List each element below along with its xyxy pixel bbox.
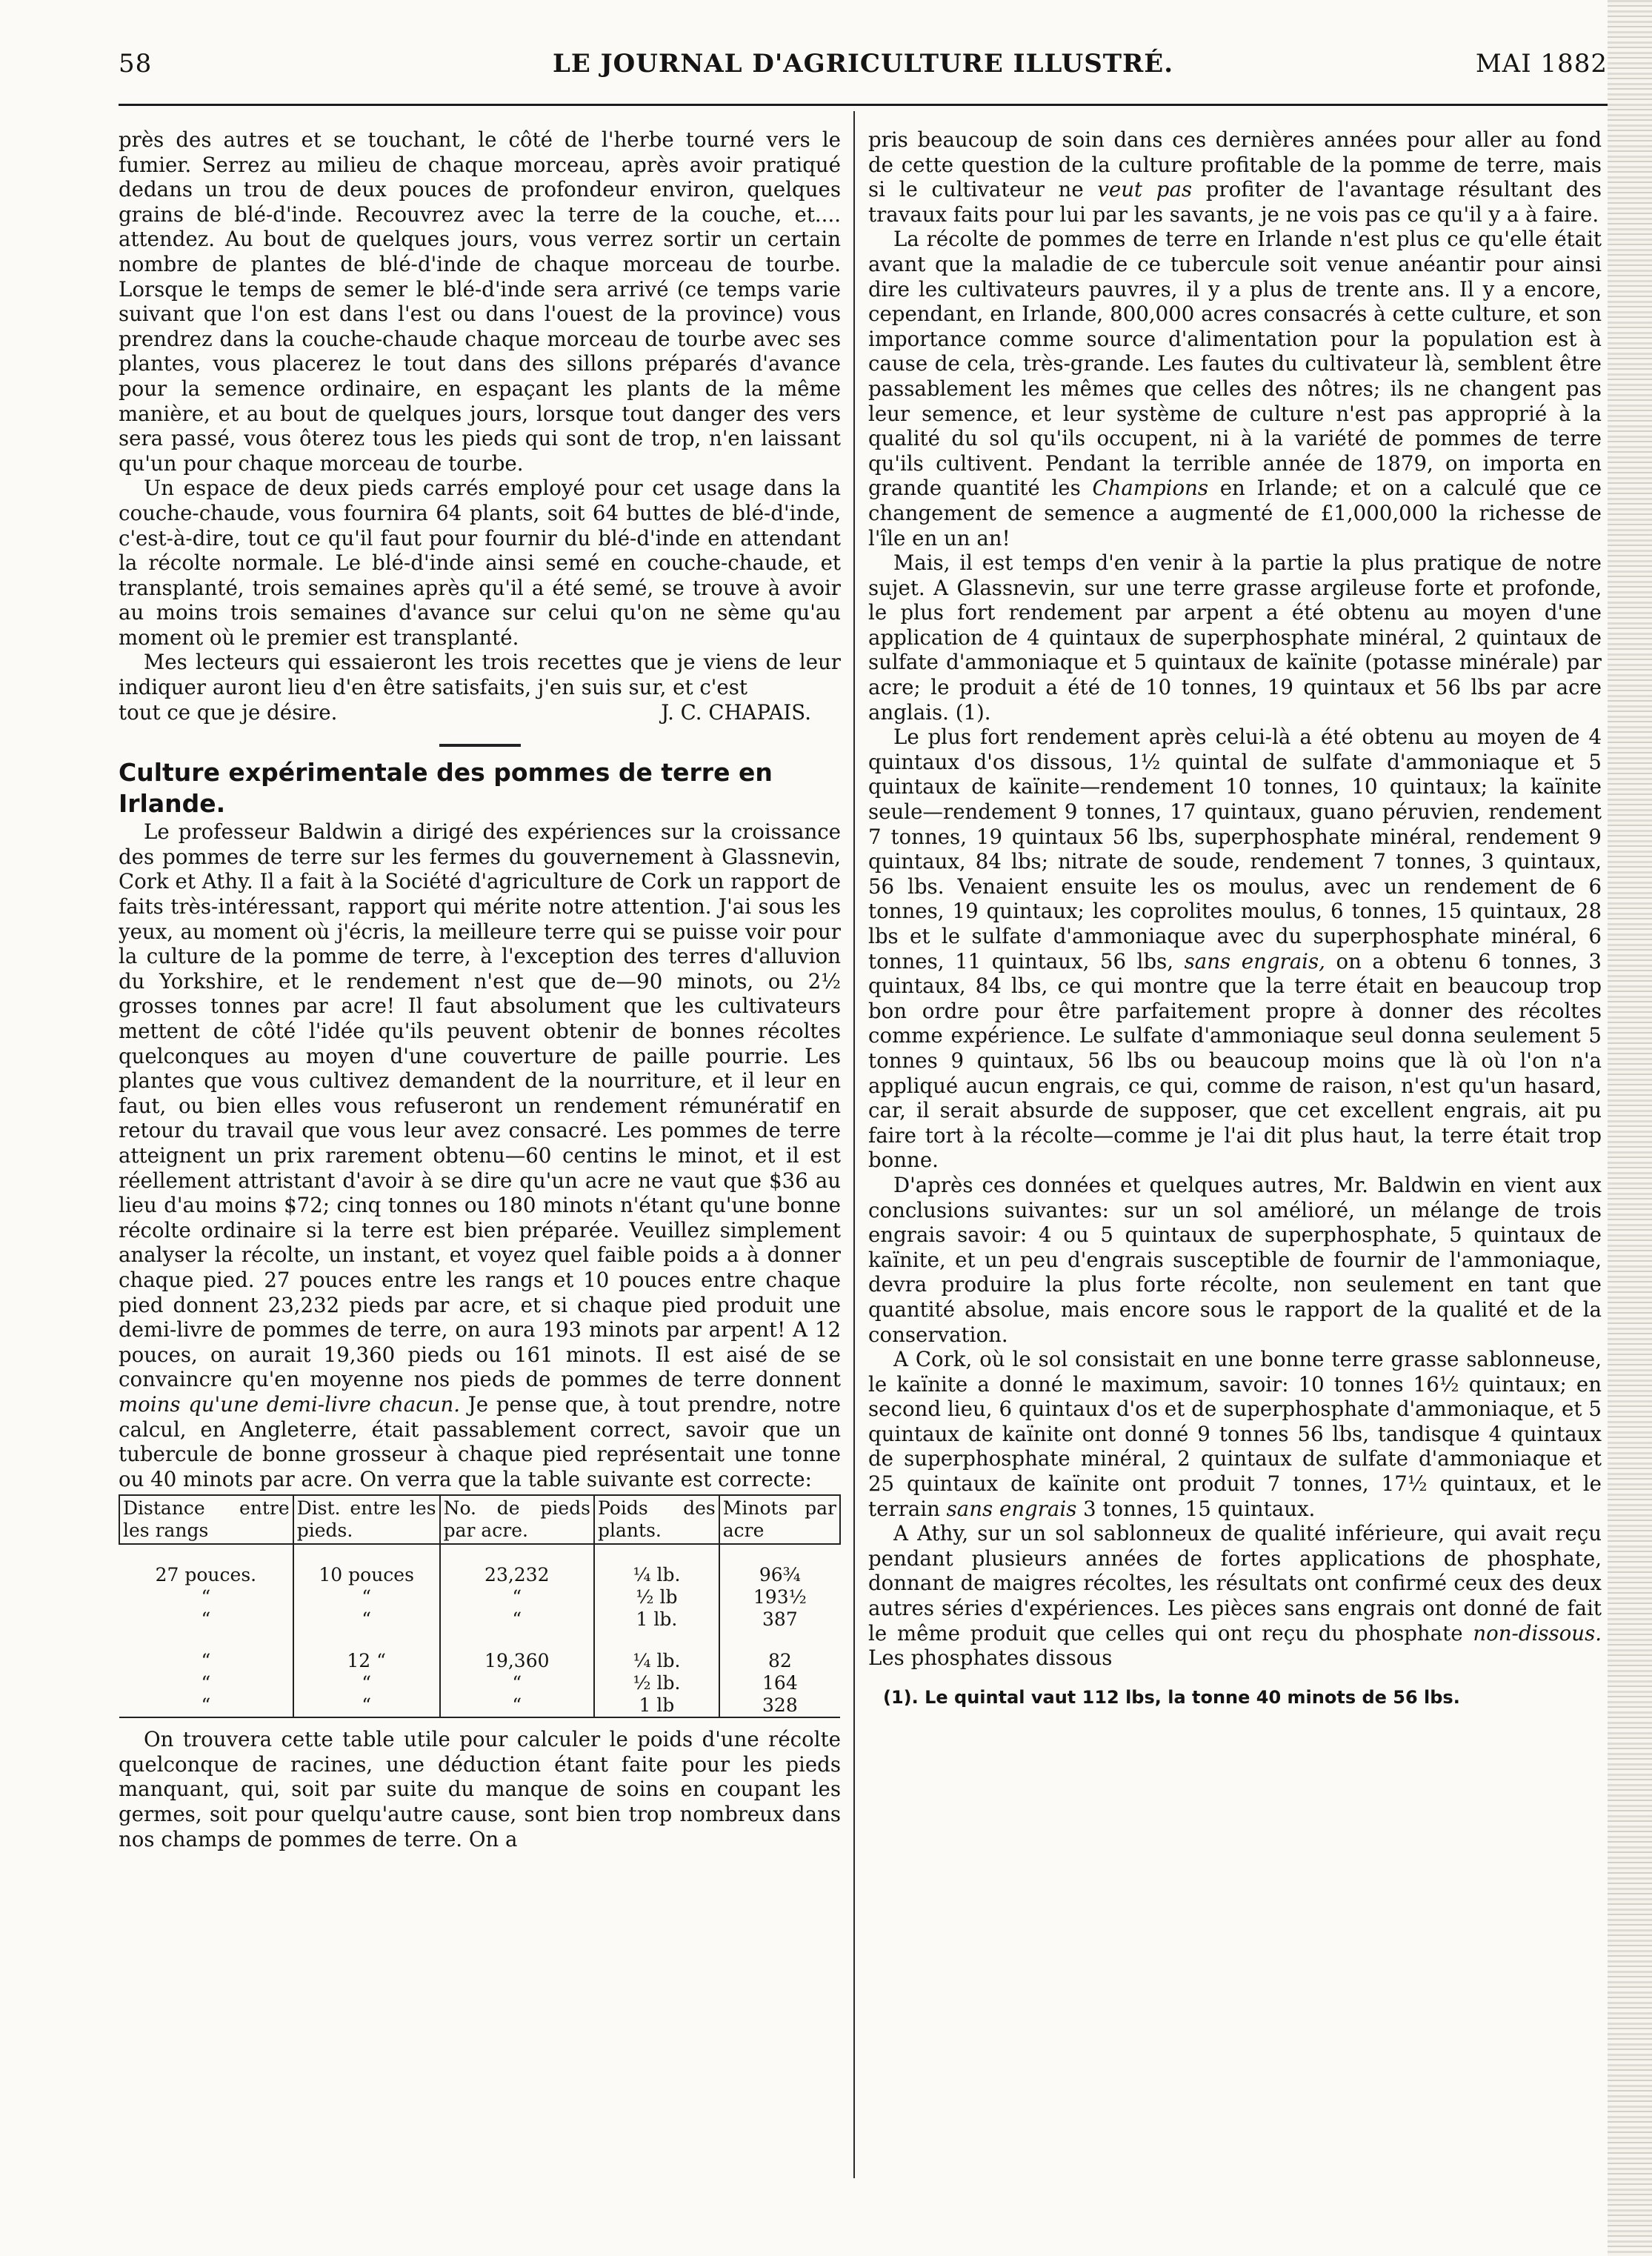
table-header-cell: Poids des plants. (594, 1495, 719, 1544)
right-paragraph-7-text: A Athy, sur un sol sablonneux de qualité inférieure, qui avait reçu pendant plusieurs années de fortes applications de phosphate, donnant de maigres récoltes, les résultats ont confirmé ceux des deux autres séries d'expériences. Les pièces sans engrais ont donné de fait le même produit que celles qui ont reçu du phosphate (868, 1521, 1602, 1646)
table-cell: 1 lb (594, 1694, 719, 1717)
right-paragraph-6 (868, 1347, 1602, 1521)
table-row (119, 1586, 840, 1608)
table-cell: “ (440, 1694, 594, 1717)
table-header-cell: Minots par acre (719, 1495, 840, 1544)
table-cell: “ (440, 1586, 594, 1608)
right-paragraph-1 (868, 127, 1602, 227)
table-header-cell: No. de pieds par acre. (440, 1495, 594, 1544)
article-paragraph-2: On trouvera cette table utile pour calculer le poids d'une récolte quelconque de racines, une déduction étant faite pour les pieds manquant, qui, soit par suite du manque de soins en coupant les germes, soit pour quelqu'autre cause, sont bien trop nombreux dans nos champs de pommes de terre. On a (119, 1727, 841, 1851)
table-spacer-row (119, 1631, 840, 1650)
table-cell: 12 “ (293, 1650, 440, 1672)
table-cell: ¼ lb. (594, 1564, 719, 1586)
table-cell: “ (440, 1672, 594, 1694)
right-paragraph-4 (868, 725, 1602, 1173)
right-paragraph-1-text: pris beaucoup de soin dans ces dernières années pour aller au fond de cette question de la culture profitable de la pomme de terre, mais si le cultivateur ne (868, 127, 1602, 202)
table-cell: 328 (719, 1694, 840, 1717)
table-cell: “ (293, 1608, 440, 1631)
signature-row (119, 700, 841, 725)
right-paragraph-6-emphasis: sans engrais (946, 1496, 1077, 1521)
table-cell: “ (201, 1586, 211, 1608)
left-column (119, 127, 841, 1851)
table-cell: 23,232 (440, 1564, 594, 1586)
table-cell: “ (201, 1608, 211, 1631)
table-cell: ¼ lb. (594, 1650, 719, 1672)
article-paragraph-1-text: Le professeur Baldwin a dirigé des expériences sur la croissance des pommes de terre sur les fermes du gouvernement à Glassnevin, Cork et Athy. Il a fait à la Société d'agriculture de Cork un rapport de faits très-intéressant, rapport qui mérite notre attention. J'ai sous les yeux, au moment où j'écris, la meilleure terre qui se puisse voir pour la culture de la pomme de terre, à l'exception des terres d'alluvion du Yorkshire, et le rendement n'est que de—90 minots, ou 2½ grosses tonnes par acre! Il faut absolument que les cultivateurs mettent de côté l'idée qu'ils peuvent obtenir de bonnes récoltes quelconques au moyen d'une couverture de paille pourrie. Les plantes que vous cultivez demandent de la nourriture, et il leur en faut, ou bien elles vous refuseront un rendement rémunératif en retour du travail que vous leur avez consacré. Les pommes de terre atteignent un prix rarement obtenu—60 centins le minot, et il est réellement attristant d'avoir à se dire qu'un acre ne vaut que $36 au lieu d'au moins $72; cinq tonnes ou 180 minots n'étant qu'une bonne récolte ordinaire si la terre est bien préparée. Veuillez simplement analyser la récolte, un instant, et voyez quel faible poids a à donner chaque pied. 27 pouces entre les rangs et 10 pouces entre chaque pied donnent 23,232 pieds par acre, et si chaque pied produit une demi-livre de pommes de terre, on aura 193 minots par arpent! A 12 pouces, on aurait 19,360 pieds ou 161 minots. Il est aisé de se convaincre qu'en moyenne nos pieds de pommes de terre donnent (119, 819, 841, 1392)
table-spacer-row (119, 1544, 840, 1564)
table-cell: “ (293, 1694, 440, 1717)
right-paragraph-5: D'après ces données et quelques autres, Mr. Baldwin en vient aux conclusions suivantes: sur un sol amélioré, un mélange de trois engrais savoir: 4 ou 5 quintaux de superphosphate, 5 quintaux de kaïnite, et un peu d'engrais susceptible de fournir de l'ammoniaque, devra produire la plus forte récolte, non seulement en tant que quantité absolue, mais encore sous le rapport de la qualité et de la conservation. (868, 1172, 1602, 1347)
table-row (119, 1694, 840, 1717)
right-paragraph-7-end: Les phosphates dissous (868, 1646, 1113, 1671)
right-paragraph-2-text: La récolte de pommes de terre en Irlande n'est plus ce qu'elle était avant que la maladie de ce tubercule soit venue anéantir pour ainsi dire les cultivateurs pauvres, il y a plus de trente ans. Il y a encore, cependant, en Irlande, 800,000 acres consacrés à cette culture, et son importance comme source d'alimentation pour la population est à cause de cela, très-grande. Les fautes du cultivateur là, semblent être passablement les mêmes que celles des nôtres; ils ne changent pas leur semence, et leur système de culture n'est pas approprié à la qualité du sol qu'ils occupent, ni à la variété de pommes de terre qu'ils cultivent. Pendant la terrible année de 1879, on importa en grande quantité les (868, 227, 1602, 501)
right-paragraph-4-emphasis: sans engrais, (1184, 948, 1325, 974)
article-paragraph-1 (119, 819, 841, 1491)
column-divider (853, 111, 855, 2178)
article-separator (439, 744, 521, 747)
table-cell: ½ lb (594, 1586, 719, 1608)
yield-table (119, 1494, 841, 1718)
header-rule (119, 104, 1608, 106)
author-signature: J. C. CHAPAIS. (661, 699, 811, 725)
right-column (868, 127, 1602, 1710)
right-paragraph-4-end: on a obtenu 6 tonnes, 3 quintaux, 84 lbs, ce qui montre que la terre était en beaucoup trop bon ordre pour être parfaitement propre à donner des récoltes comme expérience. Le sulfate d'ammoniaque seul donna seulement 5 tonnes 9 quintaux, 56 lbs ou beaucoup moins que là où l'on n'a appliqué aucun engrais, ce qui, comme de raison, n'est qu'un hasard, car, il serait absurde de supposer, que cet excellent engrais, ait pu faire tort à la récolte—comme je l'ai dit plus haut, la terre était trop bonne. (868, 948, 1602, 1173)
table-header-row (119, 1495, 840, 1544)
table-cell: 387 (719, 1608, 840, 1631)
footnote: (1). Le quintal vaut 112 lbs, la tonne 40 minots de 56 lbs. (883, 1686, 1460, 1708)
table-cell: “ (440, 1608, 594, 1631)
right-paragraph-6-end: 3 tonnes, 15 quintaux. (1083, 1496, 1316, 1521)
right-paragraph-4-text: Le plus fort rendement après celui-là a été obtenu au moyen de 4 quintaux d'os dissous, 1½ quintal de sulfate d'ammoniaque et 5 quintaux de kaïnite—rendement 10 tonnes, 10 quintaux; la kaïnite seule—rendement 9 tonnes, 17 quintaux, guano péruvien, rendement 7 tonnes, 19 quintaux 56 lbs, superphosphate minéral, rendement 9 quintaux, 84 lbs; nitrate de soude, rendement 7 tonnes, 3 quintaux, 56 lbs. Venaient ensuite les os moulus, avec un rendement de 6 tonnes, 19 quintaux; les coprolites moulus, 6 tonnes, 15 quintaux, 28 lbs et le sulfate d'ammoniaque avec du superphosphate minéral, 6 tonnes, 11 quintaux, 56 lbs, (868, 725, 1602, 974)
left-paragraph-3: Mes lecteurs qui essaieront les trois recettes que je viens de leur indiquer auront lieu d'en être satisfaits, j'en suis sur, et c'est (119, 650, 841, 700)
table-cell: 19,360 (440, 1650, 594, 1672)
article-title: Culture expérimentale des pommes de terre en Irlande. (119, 758, 773, 819)
right-paragraph-3: Mais, il est temps d'en venir à la partie la plus pratique de notre sujet. A Glassnevin, sur une terre grasse argileuse forte et profonde, le plus fort rendement par arpent a été obtenu au moyen d'une application de 4 quintaux de superphosphate minéral, 2 quintaux de sulfate d'ammoniaque et 5 quintaux de kaïnite (potasse minérale) par acre; le produit a été de 10 tonnes, 19 quintaux et 56 lbs par acre anglais. (1). (868, 550, 1602, 725)
table-cell: 96¾ (719, 1564, 840, 1586)
table-row (119, 1608, 840, 1631)
journal-title: LE JOURNAL D'AGRICULTURE ILLUSTRÉ. (552, 49, 1174, 79)
table-cell: 1 lb. (594, 1608, 719, 1631)
table-cell: 82 (719, 1650, 840, 1672)
page-edge-texture (1608, 0, 1652, 2256)
page-number: 58 (119, 49, 153, 79)
right-paragraph-2 (868, 227, 1602, 550)
table-cell: “ (293, 1586, 440, 1608)
table-cell: “ (201, 1672, 211, 1694)
left-paragraph-3-end: tout ce que je désire. (119, 699, 338, 725)
right-paragraph-7 (868, 1521, 1602, 1671)
right-paragraph-1-end: profiter de l'avantage résultant des travaux faits pour lui par les savants, je ne vois pas ce qu'il y a à faire. (868, 177, 1602, 227)
left-paragraph-2: Un espace de deux pieds carrés employé pour cet usage dans la couche-chaude, vous fournira 64 plants, soit 64 buttes de blé-d'inde, c'est-à-dire, tout ce qu'il faut pour fournir du blé-d'inde en attendant la récolte normale. Le blé-d'inde ainsi semé en couche-chaude, et transplanté, trois semaines après qu'il a été semé, se trouve à avoir au moins trois semaines d'avance sur celui qu'on ne sème qu'au moment où le premier est transplanté. (119, 476, 841, 650)
right-paragraph-6-text: A Cork, où le sol consistait en une bonne terre grasse sablonneuse, le kaïnite a donné le maximum, savoir: 10 tonnes 16½ quintaux; en second lieu, 6 quintaux d'os et de superphosphate d'ammoniaque, et 5 quintaux de kaïnite ont donné 9 tonnes 56 lbs, tandisque 4 quintaux de superphosphate minéral, 2 quintaux de sulfate d'ammoniaque et 25 quintaux de kaïnite ont produit 7 tonnes, 17½ quintaux, et le terrain (868, 1347, 1602, 1521)
right-paragraph-7-emphasis: non-dissous. (1473, 1620, 1602, 1646)
table-cell: “ (119, 1694, 293, 1717)
table-row (119, 1564, 840, 1586)
table-header-cell: Distance entre les rangs (119, 1495, 293, 1544)
table-header-cell: Dist. entre les pieds. (293, 1495, 440, 1544)
table-row (119, 1650, 840, 1672)
table-cell: “ (293, 1672, 440, 1694)
table-cell: 10 pouces (293, 1564, 440, 1586)
right-paragraph-1-emphasis: veut pas (1097, 177, 1193, 202)
right-paragraph-2-end: en Irlande; et on a calculé que ce changement de semence a augmenté de £1,000,000 la richesse de l'île en un an! (868, 476, 1602, 550)
page-header (119, 44, 1608, 96)
issue-date: MAI 1882 (1475, 49, 1608, 79)
table-cell: 193½ (719, 1586, 840, 1608)
table-cell: “ (201, 1650, 211, 1672)
table-cell: 27 pouces. (155, 1564, 257, 1586)
table-cell: ½ lb. (594, 1672, 719, 1694)
table-row (119, 1672, 840, 1694)
article-paragraph-1-end: Je pense que, à tout prendre, notre calcul, en Angleterre, était passablement correct, savoir que un tubercule de bonne grosseur à chaque pied représentait une tonne ou 40 minots par acre. On verra que la table suivante est correcte: (119, 1391, 841, 1491)
left-paragraph-1: près des autres et se touchant, le côté de l'herbe tourné vers le fumier. Serrez au milieu de chaque morceau, après avoir pratiqué dedans un trou de deux pouces de profondeur environ, quelques grains de blé-d'inde. Recouvrez avec la terre de la couche, et.... attendez. Au bout de quelques jours, vous verrez sortir un certain nombre de plantes de blé-d'inde de chaque morceau de tourbe. Lorsque le temps de semer le blé-d'inde sera arrivé (ce temps varie suivant que l'on est dans l'est ou dans l'ouest de la province) vous prendrez dans la couche-chaude chaque morceau de tourbe avec ses plantes, vous placerez le tout dans des sillons préparés d'avance pour la semence ordinaire, en espaçant les plants de la même manière, et au bout de quelques jours, lorsque tout danger des vers sera passé, vous ôterez tous les pieds qui sont de trop, n'en laissant qu'un pour chaque morceau de tourbe. (119, 127, 841, 476)
right-paragraph-2-emphasis: Champions (1092, 476, 1209, 501)
table-cell: 164 (719, 1672, 840, 1694)
article-paragraph-1-emphasis: moins qu'une demi-livre chacun. (119, 1391, 461, 1417)
